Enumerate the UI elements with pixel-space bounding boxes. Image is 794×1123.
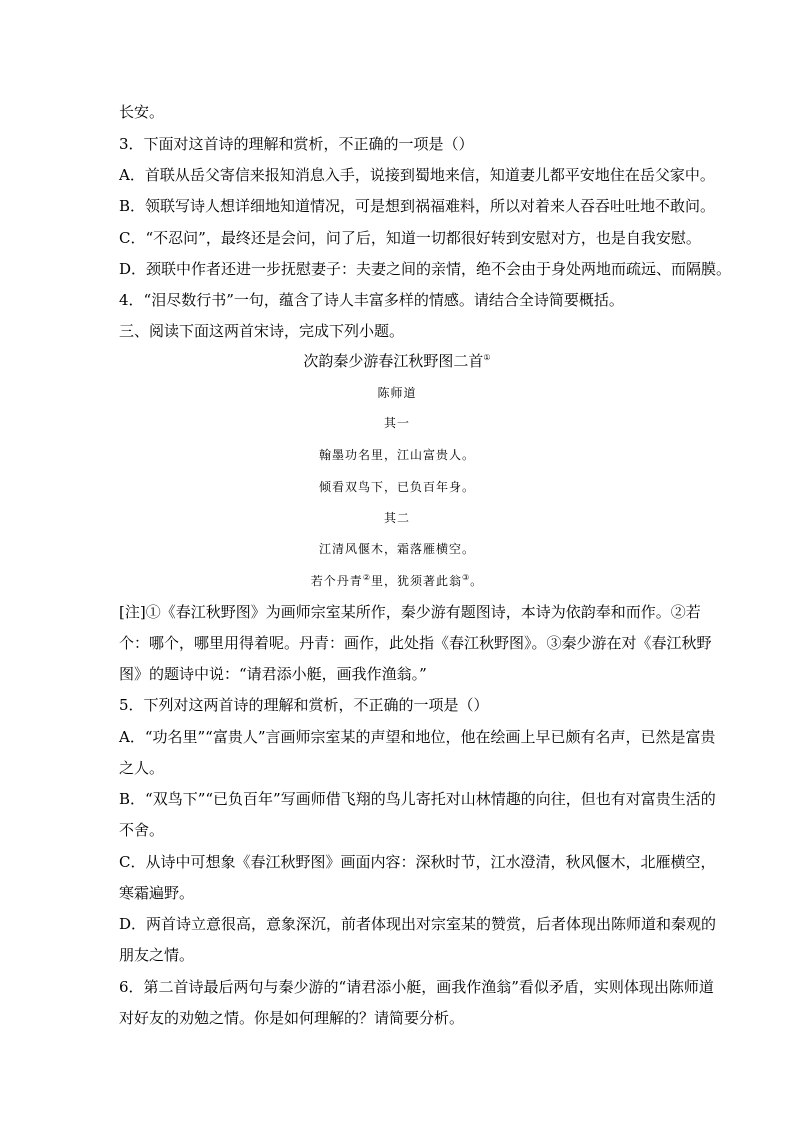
question-5: 5．下列对这两首诗的理解和赏析，不正确的一项是（） xyxy=(119,696,489,714)
poem-2-line-2-part-a: 若个丹青 xyxy=(310,574,363,588)
option-d-line-1: D．两首诗立意很高，意象深沉，前者体现出对宗室某的赞赏，后者体现出陈师道和秦观的 xyxy=(119,915,717,933)
question-6-line-2: 对好友的劝勉之情。你是如何理解的？请简要分析。 xyxy=(119,1009,465,1027)
option-c: C．“不忍问”，最终还是会问，问了后，知道一切都很好转到安慰对方，也是自我安慰。 xyxy=(119,229,701,247)
poem-part-1-heading: 其一 xyxy=(383,416,410,430)
poem-1-line-2: 倾看双鸟下，已负百年身。 xyxy=(318,480,475,494)
poem-2-line-2 xyxy=(0,572,794,590)
option-c-line-1: C．从诗中可想象《春江秋野图》画面内容：深秋时节，江水澄清，秋风偃木，北雁横空， xyxy=(119,853,716,871)
footnote-marker: ① xyxy=(483,353,491,362)
option-b-line-2: 不舍。 xyxy=(119,821,165,839)
footnote-marker: ② xyxy=(362,573,371,582)
option-c-line-2: 寒霜遍野。 xyxy=(119,884,195,902)
poem-author: 陈师道 xyxy=(377,386,417,400)
option-b: B．领联写诗人想详细地知道情况，可是想到祸福难料，所以对着来人吞吞吐吐地不敢问。 xyxy=(119,197,716,215)
poem-title xyxy=(0,351,794,371)
note-line-1: [注]①《春江秋野图》为画师宗室某所作，秦少游有题图诗，本诗为依韵奉和而作。②若 xyxy=(119,603,701,621)
question-6-line-1: 6．第二首诗最后两句与秦少游的“请君添小艇，画我作渔翁”看似矛盾，实则体现出陈师道 xyxy=(119,978,714,996)
poem-2-line-2-part-c: 。 xyxy=(470,574,484,588)
question-4: 4．“泪尽数行书”一句，蕴含了诗人丰富多样的情感。请结合全诗简要概括。 xyxy=(119,291,624,309)
option-d-line-2: 朋友之情。 xyxy=(119,946,195,964)
note-line-3: 图》的题诗中说：“请君添小艇，画我作渔翁。” xyxy=(119,665,427,683)
option-a: A．首联从岳父寄信来报知消息入手，说接到蜀地来信，知道妻儿都平安地住在岳父家中。 xyxy=(119,166,715,184)
note-line-2: 个：哪个，哪里用得着呢。丹青：画作，此处指《春江秋野图》。③秦少游在对《春江秋野 xyxy=(119,634,712,652)
section-heading: 三、阅读下面这两首宋诗，完成下列小题。 xyxy=(119,322,405,340)
footnote-marker: ③ xyxy=(462,573,471,582)
poem-2-line-1: 江清风偃木，霜落雁横空。 xyxy=(318,542,475,556)
option-a-line-1: A．“功名里”“富贵人”言画师宗室某的声望和地位，他在绘画上早已颇有名声，已然是富贵 xyxy=(119,728,716,746)
question-3: 3．下面对这首诗的理解和赏析，不正确的一项是（） xyxy=(119,135,474,153)
option-b-line-1: B．“双鸟下”“已负百年”写画师借飞翔的鸟儿寄托对山林情趣的向往，但也有对富贵生活的 xyxy=(119,790,716,808)
option-d: D．颈联中作者还进一步抚慰妻子：夫妻之间的亲情，绝不会由于身处两地而疏远、而隔膜。 xyxy=(119,260,732,278)
option-a-line-2: 之人。 xyxy=(119,759,165,777)
text-line: 长安。 xyxy=(119,103,165,121)
poem-2-line-2-part-b: 里，犹须著此翁 xyxy=(370,574,462,588)
poem-title-text: 次韵秦少游春江秋野图二首 xyxy=(303,352,484,370)
poem-part-2-heading: 其二 xyxy=(383,511,410,525)
poem-1-line-1: 翰墨功名里，江山富贵人。 xyxy=(318,448,475,462)
